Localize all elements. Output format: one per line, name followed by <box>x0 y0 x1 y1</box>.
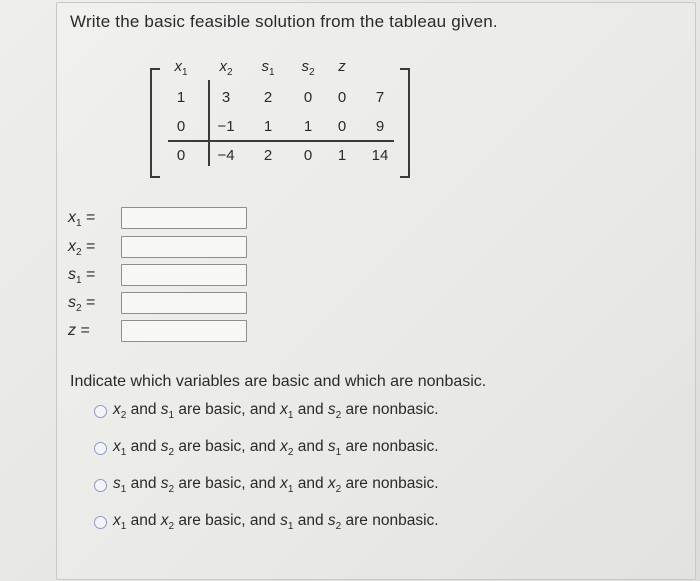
tableau-cell: 2 <box>263 147 273 164</box>
tableau-cell: 0 <box>176 147 186 164</box>
tableau-cell: 3 <box>221 89 231 106</box>
value-input-s2[interactable] <box>121 292 247 314</box>
augment-divider-vertical <box>208 80 210 166</box>
tableau-cell: 0 <box>303 89 313 106</box>
matrix-right-bracket <box>400 68 410 178</box>
tableau-cell: −4 <box>217 147 235 164</box>
tableau-cell: 0 <box>176 118 186 135</box>
variable-row-s1 <box>68 264 258 290</box>
tableau-cell: 1 <box>263 118 273 135</box>
objective-row-divider <box>168 140 394 142</box>
value-input-z[interactable] <box>121 320 247 342</box>
prompt-text: Write the basic feasible solution from the tableau given. <box>70 12 498 31</box>
tableau-header-x2: $x_2$ <box>219 58 233 78</box>
variable-label: $s_2$ = <box>68 294 96 315</box>
tableau-cell: 9 <box>375 118 385 135</box>
answer-option-2[interactable] <box>94 437 439 459</box>
basic-nonbasic-question: Indicate which variables are basic and which are nonbasic. <box>70 373 487 390</box>
radio-button[interactable] <box>94 479 107 492</box>
variable-label: z = <box>68 322 90 339</box>
answer-option-3[interactable] <box>94 474 439 496</box>
tableau-cell: 0 <box>337 89 347 106</box>
variable-row-z <box>68 320 258 346</box>
tableau-cell: 1 <box>176 89 186 106</box>
option-text: $x_1$ and $s_2$ are basic, and $x_2$ and $s_1$ are nonbasic. <box>113 437 439 459</box>
radio-button[interactable] <box>94 405 107 418</box>
option-text: $s_1$ and $s_2$ are basic, and $x_1$ and $x_2$ are nonbasic. <box>113 474 439 496</box>
value-input-x1[interactable] <box>121 207 247 229</box>
tableau-cell: 7 <box>375 89 385 106</box>
matrix-left-bracket <box>150 68 160 178</box>
tableau-header-s2: $s_2$ <box>301 58 315 78</box>
value-input-x2[interactable] <box>121 236 247 258</box>
tableau-cell: 14 <box>371 147 389 164</box>
answer-option-4[interactable] <box>94 511 439 533</box>
tableau-cell: 1 <box>303 118 313 135</box>
variable-row-x1 <box>68 207 258 233</box>
variable-label: $s_1$ = <box>68 266 96 287</box>
tableau-cell: 0 <box>337 118 347 135</box>
tableau-cell: −1 <box>217 118 235 135</box>
variable-row-x2 <box>68 236 258 262</box>
variable-row-s2 <box>68 292 258 318</box>
radio-button[interactable] <box>94 442 107 455</box>
variable-label: $x_1$ = <box>68 209 96 230</box>
tableau-header-z: z <box>338 58 346 75</box>
tableau-header-x1: $x_1$ <box>174 58 188 78</box>
value-input-s1[interactable] <box>121 264 247 286</box>
answer-option-1[interactable] <box>94 400 439 422</box>
variable-label: $x_2$ = <box>68 238 96 259</box>
tableau-cell: 2 <box>263 89 273 106</box>
radio-button[interactable] <box>94 516 107 529</box>
option-text: $x_2$ and $s_1$ are basic, and $x_1$ and $s_2$ are nonbasic. <box>113 400 439 422</box>
tableau-cell: 0 <box>303 147 313 164</box>
tableau-cell: 1 <box>337 147 347 164</box>
tableau-header-s1: $s_1$ <box>261 58 275 78</box>
option-text: $x_1$ and $x_2$ are basic, and $s_1$ and $s_2$ are nonbasic. <box>113 511 439 533</box>
